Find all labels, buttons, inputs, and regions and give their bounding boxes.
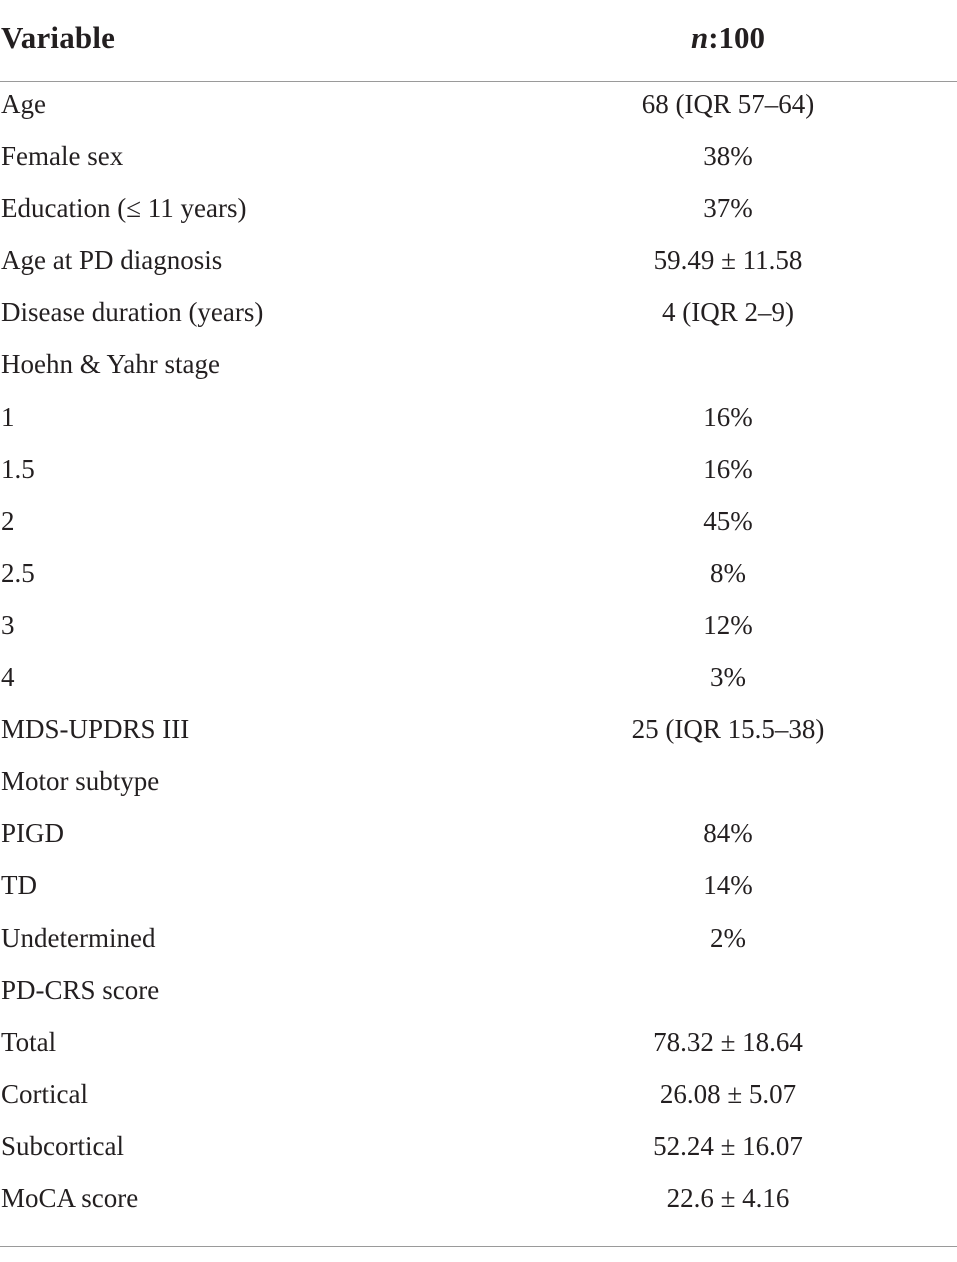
bottom-divider [0, 1246, 957, 1247]
table-row [0, 601, 957, 653]
row-label: Undetermined [1, 922, 156, 953]
table-row [0, 340, 957, 392]
row-value: 84% [703, 818, 753, 849]
row-value: 14% [703, 870, 753, 901]
table-row [0, 1174, 957, 1226]
table-row [0, 184, 957, 236]
column-header-variable: Variable [1, 20, 116, 55]
column-header-n [598, 20, 858, 56]
row-label: Hoehn & Yahr stage [1, 349, 220, 380]
row-label: PIGD [1, 818, 65, 849]
row-label: 2.5 [1, 557, 35, 588]
table-row [0, 861, 957, 913]
table-row [0, 809, 957, 861]
row-label: Total [1, 1026, 57, 1057]
row-value: 3% [710, 662, 746, 693]
row-value: 52.24 ± 16.07 [653, 1130, 803, 1161]
row-value: 78.32 ± 18.64 [653, 1026, 803, 1057]
row-label: Age at PD diagnosis [1, 245, 223, 276]
table-row [0, 393, 957, 445]
row-label: Female sex [1, 141, 124, 172]
table-header [0, 0, 957, 82]
row-label: 2 [1, 505, 15, 536]
row-label: MoCA score [1, 1182, 139, 1213]
table-row [0, 549, 957, 601]
row-value: 2% [710, 922, 746, 953]
row-value: 26.08 ± 5.07 [659, 1078, 797, 1109]
row-label: 1.5 [1, 453, 35, 484]
row-value: 37% [703, 193, 753, 224]
row-label: Subcortical [1, 1130, 124, 1161]
row-value: 8% [710, 557, 746, 588]
row-label: 3 [1, 609, 15, 640]
row-label: PD-CRS score [1, 974, 160, 1005]
table-row [0, 497, 957, 549]
table-row [0, 1070, 957, 1122]
table-row [0, 653, 957, 705]
table-body [0, 80, 957, 1226]
row-label: 4 [1, 662, 15, 693]
row-label: Motor subtype [1, 766, 160, 797]
table-row [0, 1018, 957, 1070]
table-row [0, 236, 957, 288]
row-label: Education (≤ 11 years) [1, 193, 247, 224]
row-value: 68 (IQR 57–64) [641, 89, 815, 119]
row-value: 4 (IQR 2–9) [662, 297, 794, 328]
row-label: Cortical [1, 1078, 88, 1109]
row-value: 22.6 ± 4.16 [666, 1182, 790, 1213]
row-value: 25 (IQR 15.5–38) [631, 714, 825, 745]
row-value: 12% [703, 609, 753, 640]
row-value: 16% [703, 401, 753, 432]
row-label: Age [1, 89, 46, 119]
row-value: 45% [703, 505, 753, 536]
n-symbol: n [690, 20, 709, 55]
table-row [0, 914, 957, 966]
row-label: 1 [1, 401, 15, 432]
row-value: 16% [703, 453, 753, 484]
row-value: 38% [703, 141, 753, 172]
row-label: Disease duration (years) [1, 297, 264, 328]
table-row [0, 445, 957, 497]
table-row [0, 966, 957, 1018]
row-label: MDS-UPDRS III [1, 714, 190, 745]
table-row [0, 1122, 957, 1174]
n-count: :100 [708, 20, 766, 55]
row-value: 59.49 ± 11.58 [653, 245, 803, 276]
row-label: TD [1, 870, 37, 901]
table-row [0, 757, 957, 809]
table-row [0, 705, 957, 757]
table-row [0, 80, 957, 132]
table-row [0, 288, 957, 340]
table-row [0, 132, 957, 184]
